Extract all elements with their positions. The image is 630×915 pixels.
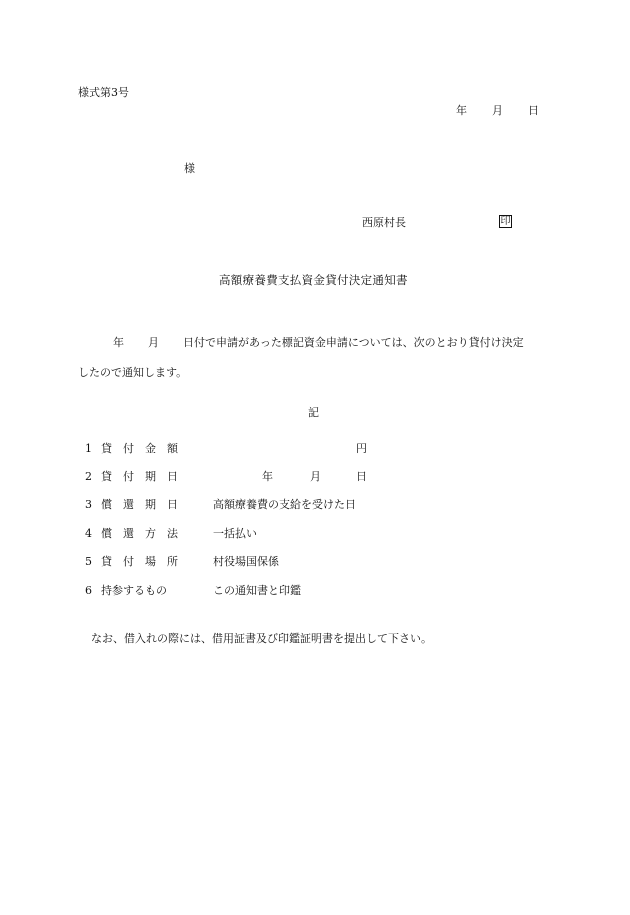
closing-note: なお、借入れの際には、借用証書及び印鑑証明書を提出して下さい。 bbox=[91, 632, 432, 645]
date-month-label: 月 bbox=[492, 104, 503, 117]
item-number: 5 bbox=[85, 555, 92, 568]
item-value: 一括払い bbox=[213, 527, 257, 540]
item-number: 2 bbox=[85, 470, 92, 483]
list-item bbox=[0, 498, 630, 514]
loan-year-label: 年 bbox=[262, 470, 273, 483]
body-text-line2: したので通知します。 bbox=[78, 366, 188, 379]
body-month-label: 月 bbox=[148, 336, 159, 349]
item-label: 貸 付 期 日 bbox=[101, 470, 178, 483]
date-day-label: 日 bbox=[528, 104, 539, 117]
body-text-line1: 日付で申請があった標記資金申請については、次のとおり貸付け決定 bbox=[183, 336, 524, 349]
ki-heading: 記 bbox=[308, 406, 319, 419]
seal-stamp: 印 bbox=[500, 216, 511, 227]
item-number: 1 bbox=[85, 442, 92, 455]
item-label: 持参するもの bbox=[101, 584, 167, 597]
list-item bbox=[0, 584, 630, 600]
item-label: 償 還 方 法 bbox=[101, 527, 178, 540]
item-number: 6 bbox=[85, 584, 92, 597]
body-year-label: 年 bbox=[113, 336, 124, 349]
item-value: 高額療養費の支給を受けた日 bbox=[213, 498, 356, 511]
item-label: 貸 付 場 所 bbox=[101, 555, 178, 568]
form-number: 様式第3号 bbox=[78, 86, 129, 99]
list-item bbox=[0, 555, 630, 571]
item-label: 貸 付 金 額 bbox=[101, 442, 178, 455]
sender-title: 西原村長 bbox=[362, 216, 406, 229]
loan-month-label: 月 bbox=[310, 470, 321, 483]
item-number: 4 bbox=[85, 527, 92, 540]
recipient-honorific: 様 bbox=[184, 162, 195, 175]
item-value: この通知書と印鑑 bbox=[213, 584, 301, 597]
amount-unit: 円 bbox=[356, 442, 367, 455]
date-year-label: 年 bbox=[456, 104, 467, 117]
document-title: 高額療養費支払資金貸付決定通知書 bbox=[219, 273, 408, 287]
list-item bbox=[0, 442, 630, 458]
list-item bbox=[0, 470, 630, 486]
item-value: 村役場国保係 bbox=[213, 555, 279, 568]
loan-day-label: 日 bbox=[356, 470, 367, 483]
item-number: 3 bbox=[85, 498, 92, 511]
list-item bbox=[0, 527, 630, 543]
item-label: 償 還 期 日 bbox=[101, 498, 178, 511]
